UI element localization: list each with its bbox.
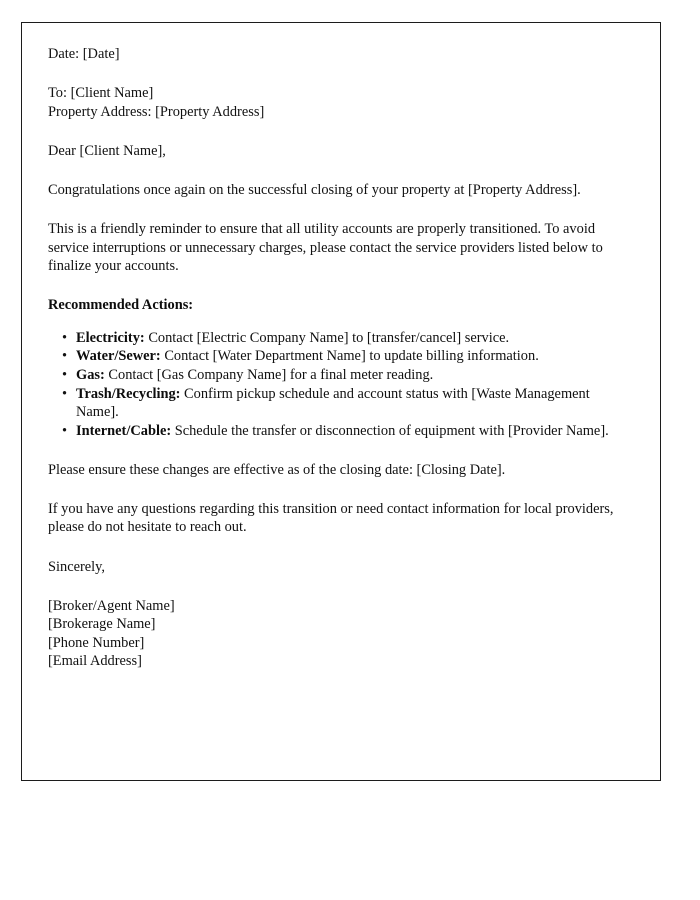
bullet-icon: •	[62, 348, 68, 365]
list-item-label: Electricity:	[76, 329, 145, 346]
list-item	[48, 329, 633, 347]
signature-block	[48, 597, 633, 670]
list-item-text: Contact [Gas Company Name] for a final meter reading.	[104, 367, 434, 384]
letter-content	[48, 45, 633, 670]
property-address-line: Property Address: [Property Address]	[48, 103, 265, 120]
salutation: Dear [Client Name],	[48, 142, 166, 159]
list-item-label: Trash/Recycling:	[76, 385, 181, 402]
document-page-border	[21, 22, 661, 781]
paragraph-congratulations: Congratulations once again on the successful closing of your property at [Property Address].	[48, 182, 581, 199]
paragraph-questions: If you have any questions regarding this transition or need contact information for local providers, please do not hesitate to reach out.	[48, 501, 614, 536]
list-item-label: Gas:	[76, 367, 105, 384]
bullet-icon: •	[62, 385, 68, 402]
bullet-icon: •	[62, 367, 68, 384]
sign-off: Sincerely,	[48, 558, 106, 575]
recommended-actions-list	[48, 329, 633, 440]
signature-email-address: [Email Address]	[48, 652, 142, 669]
list-item	[48, 347, 633, 365]
signature-broker-name: [Broker/Agent Name]	[48, 598, 175, 615]
signature-phone-number: [Phone Number]	[48, 634, 145, 651]
paragraph-reminder: This is a friendly reminder to ensure that all utility accounts are properly transitioned. To avoid service interruptions or unnecessary charges, please contact the service providers listed below to finalize your accounts.	[48, 221, 603, 275]
bullet-icon: •	[62, 329, 68, 346]
list-item-label: Water/Sewer:	[76, 348, 161, 365]
recommended-actions-heading: Recommended Actions:	[48, 297, 194, 314]
list-item-label: Internet/Cable:	[76, 422, 172, 439]
list-item-text: Contact [Electric Company Name] to [transfer/cancel] service.	[144, 329, 510, 346]
list-item-text: Schedule the transfer or disconnection of equipment with [Provider Name].	[171, 422, 609, 439]
list-item-text: Contact [Water Department Name] to update billing information.	[160, 348, 539, 365]
list-item	[48, 422, 633, 440]
signature-brokerage-name: [Brokerage Name]	[48, 616, 156, 633]
list-item	[48, 366, 633, 384]
recipient-block	[48, 84, 633, 121]
bullet-icon: •	[62, 422, 68, 439]
to-line: To: [Client Name]	[48, 85, 154, 102]
paragraph-closing-date: Please ensure these changes are effective as of the closing date: [Closing Date].	[48, 461, 506, 478]
list-item	[48, 385, 633, 421]
date-line: Date: [Date]	[48, 46, 120, 62]
list-item-text: Confirm pickup schedule and account status with [Waste Management Name].	[76, 385, 590, 420]
